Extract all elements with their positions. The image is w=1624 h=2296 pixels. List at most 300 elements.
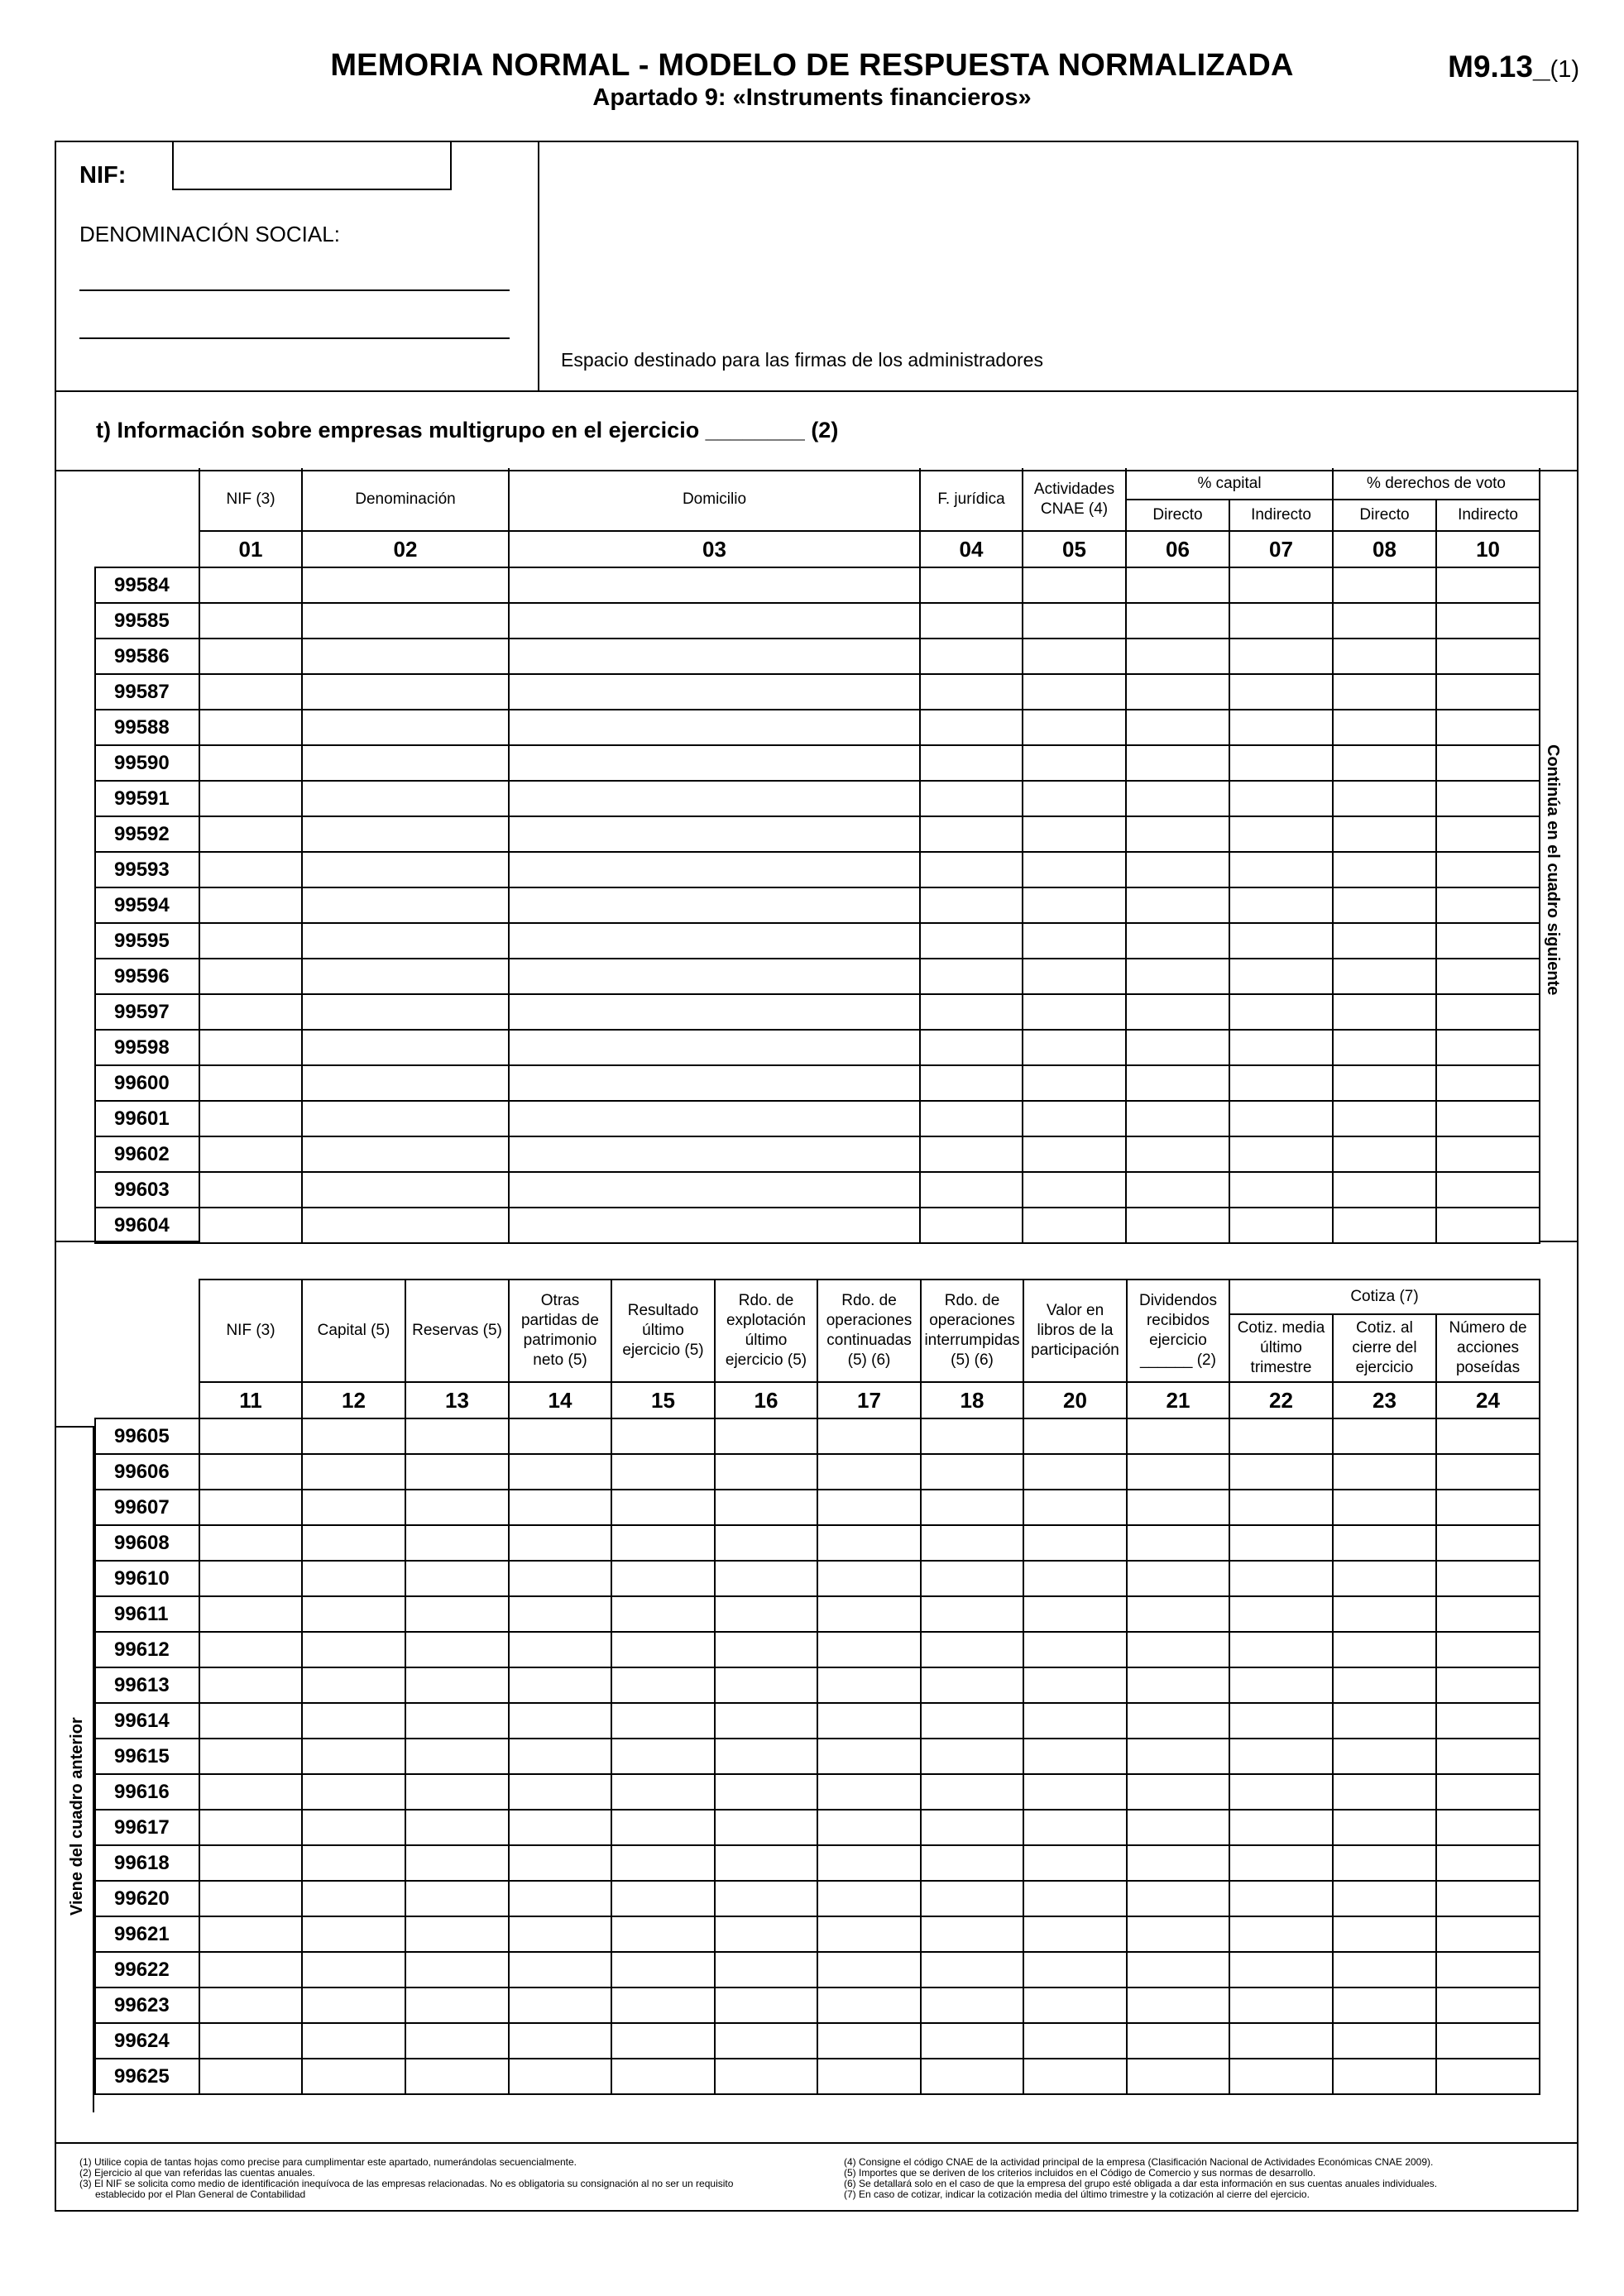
input-cell[interactable] bbox=[302, 1418, 405, 1454]
input-cell[interactable] bbox=[1126, 1208, 1229, 1243]
input-cell[interactable] bbox=[611, 1774, 715, 1810]
input-cell[interactable] bbox=[199, 852, 302, 887]
input-cell[interactable] bbox=[1023, 1667, 1127, 1703]
input-cell[interactable] bbox=[1023, 923, 1126, 959]
input-cell[interactable] bbox=[1436, 639, 1540, 674]
input-cell[interactable] bbox=[302, 781, 509, 816]
input-cell[interactable] bbox=[1436, 567, 1540, 603]
input-cell[interactable] bbox=[302, 1172, 509, 1208]
input-cell[interactable] bbox=[302, 887, 509, 923]
input-cell[interactable] bbox=[920, 923, 1023, 959]
input-cell[interactable] bbox=[1126, 567, 1229, 603]
input-cell[interactable] bbox=[920, 887, 1023, 923]
input-cell[interactable] bbox=[1229, 959, 1333, 994]
input-cell[interactable] bbox=[1436, 2023, 1540, 2059]
input-cell[interactable] bbox=[1126, 710, 1229, 745]
input-cell[interactable] bbox=[611, 1561, 715, 1596]
input-cell[interactable] bbox=[921, 2059, 1023, 2094]
input-cell[interactable] bbox=[1229, 1418, 1333, 1454]
input-cell[interactable] bbox=[509, 1810, 611, 1845]
input-cell[interactable] bbox=[1333, 1172, 1436, 1208]
input-cell[interactable] bbox=[509, 1172, 920, 1208]
input-cell[interactable] bbox=[302, 1774, 405, 1810]
input-cell[interactable] bbox=[302, 1490, 405, 1525]
input-cell[interactable] bbox=[1126, 1172, 1229, 1208]
input-cell[interactable] bbox=[921, 1810, 1023, 1845]
input-cell[interactable] bbox=[715, 2023, 817, 2059]
input-cell[interactable] bbox=[1436, 1703, 1540, 1739]
input-cell[interactable] bbox=[509, 1596, 611, 1632]
input-cell[interactable] bbox=[920, 781, 1023, 816]
input-cell[interactable] bbox=[1023, 1030, 1126, 1065]
input-cell[interactable] bbox=[509, 674, 920, 710]
input-cell[interactable] bbox=[1023, 959, 1126, 994]
input-cell[interactable] bbox=[199, 1845, 302, 1881]
input-cell[interactable] bbox=[817, 1845, 921, 1881]
input-cell[interactable] bbox=[199, 1916, 302, 1952]
input-cell[interactable] bbox=[509, 852, 920, 887]
input-cell[interactable] bbox=[1126, 923, 1229, 959]
input-cell[interactable] bbox=[1436, 1418, 1540, 1454]
input-cell[interactable] bbox=[715, 1845, 817, 1881]
input-cell[interactable] bbox=[920, 1136, 1023, 1172]
input-cell[interactable] bbox=[1333, 2023, 1436, 2059]
input-cell[interactable] bbox=[199, 1987, 302, 2023]
input-cell[interactable] bbox=[1333, 1030, 1436, 1065]
input-cell[interactable] bbox=[1126, 1101, 1229, 1136]
input-cell[interactable] bbox=[1436, 816, 1540, 852]
input-cell[interactable] bbox=[405, 1525, 509, 1561]
input-cell[interactable] bbox=[302, 674, 509, 710]
input-cell[interactable] bbox=[509, 1667, 611, 1703]
input-cell[interactable] bbox=[1229, 639, 1333, 674]
input-cell[interactable] bbox=[817, 1632, 921, 1667]
input-cell[interactable] bbox=[1333, 567, 1436, 603]
input-cell[interactable] bbox=[921, 1739, 1023, 1774]
input-cell[interactable] bbox=[302, 2023, 405, 2059]
input-cell[interactable] bbox=[1436, 2059, 1540, 2094]
input-cell[interactable] bbox=[509, 1881, 611, 1916]
input-cell[interactable] bbox=[1127, 1667, 1229, 1703]
input-cell[interactable] bbox=[509, 994, 920, 1030]
input-cell[interactable] bbox=[1229, 923, 1333, 959]
input-cell[interactable] bbox=[715, 1987, 817, 2023]
input-cell[interactable] bbox=[509, 887, 920, 923]
input-cell[interactable] bbox=[1229, 2023, 1333, 2059]
input-cell[interactable] bbox=[1127, 1703, 1229, 1739]
input-cell[interactable] bbox=[1023, 1418, 1127, 1454]
input-cell[interactable] bbox=[1127, 1525, 1229, 1561]
input-cell[interactable] bbox=[199, 887, 302, 923]
input-cell[interactable] bbox=[405, 1667, 509, 1703]
input-cell[interactable] bbox=[405, 2023, 509, 2059]
input-cell[interactable] bbox=[921, 2023, 1023, 2059]
input-cell[interactable] bbox=[1229, 1030, 1333, 1065]
input-cell[interactable] bbox=[302, 1952, 405, 1987]
input-cell[interactable] bbox=[1436, 1987, 1540, 2023]
input-cell[interactable] bbox=[1126, 994, 1229, 1030]
input-cell[interactable] bbox=[199, 816, 302, 852]
input-cell[interactable] bbox=[509, 1987, 611, 2023]
input-cell[interactable] bbox=[1127, 1952, 1229, 1987]
input-cell[interactable] bbox=[1436, 1454, 1540, 1490]
input-cell[interactable] bbox=[1229, 603, 1333, 639]
input-cell[interactable] bbox=[199, 1172, 302, 1208]
input-cell[interactable] bbox=[920, 639, 1023, 674]
input-cell[interactable] bbox=[199, 1667, 302, 1703]
input-cell[interactable] bbox=[920, 567, 1023, 603]
input-cell[interactable] bbox=[509, 567, 920, 603]
input-cell[interactable] bbox=[1229, 567, 1333, 603]
input-cell[interactable] bbox=[302, 1703, 405, 1739]
input-cell[interactable] bbox=[1229, 674, 1333, 710]
input-cell[interactable] bbox=[1333, 674, 1436, 710]
input-cell[interactable] bbox=[920, 674, 1023, 710]
input-cell[interactable] bbox=[509, 710, 920, 745]
input-cell[interactable] bbox=[1333, 887, 1436, 923]
input-cell[interactable] bbox=[199, 2023, 302, 2059]
input-cell[interactable] bbox=[921, 1525, 1023, 1561]
input-cell[interactable] bbox=[1229, 1667, 1333, 1703]
input-cell[interactable] bbox=[199, 781, 302, 816]
input-cell[interactable] bbox=[199, 1881, 302, 1916]
input-cell[interactable] bbox=[302, 923, 509, 959]
input-cell[interactable] bbox=[611, 1987, 715, 2023]
input-cell[interactable] bbox=[1126, 603, 1229, 639]
input-cell[interactable] bbox=[302, 959, 509, 994]
input-cell[interactable] bbox=[1436, 1632, 1540, 1667]
input-cell[interactable] bbox=[1229, 1136, 1333, 1172]
input-cell[interactable] bbox=[302, 1065, 509, 1101]
input-cell[interactable] bbox=[1229, 1774, 1333, 1810]
input-cell[interactable] bbox=[199, 1065, 302, 1101]
input-cell[interactable] bbox=[1127, 1774, 1229, 1810]
input-cell[interactable] bbox=[920, 816, 1023, 852]
input-cell[interactable] bbox=[1127, 1845, 1229, 1881]
input-cell[interactable] bbox=[1436, 603, 1540, 639]
input-cell[interactable] bbox=[1436, 781, 1540, 816]
input-cell[interactable] bbox=[1229, 1952, 1333, 1987]
input-cell[interactable] bbox=[509, 1136, 920, 1172]
input-cell[interactable] bbox=[1229, 1881, 1333, 1916]
input-cell[interactable] bbox=[1333, 1952, 1436, 1987]
input-cell[interactable] bbox=[1436, 1739, 1540, 1774]
input-cell[interactable] bbox=[1126, 745, 1229, 781]
input-cell[interactable] bbox=[920, 1101, 1023, 1136]
input-cell[interactable] bbox=[817, 1667, 921, 1703]
input-cell[interactable] bbox=[1023, 567, 1126, 603]
input-cell[interactable] bbox=[1333, 603, 1436, 639]
input-cell[interactable] bbox=[1023, 1881, 1127, 1916]
input-cell[interactable] bbox=[817, 1810, 921, 1845]
input-cell[interactable] bbox=[715, 1454, 817, 1490]
input-cell[interactable] bbox=[1023, 1490, 1127, 1525]
nif-field[interactable] bbox=[172, 141, 452, 190]
input-cell[interactable] bbox=[1333, 1987, 1436, 2023]
input-cell[interactable] bbox=[1333, 852, 1436, 887]
input-cell[interactable] bbox=[715, 1596, 817, 1632]
input-cell[interactable] bbox=[405, 1418, 509, 1454]
input-cell[interactable] bbox=[1436, 1774, 1540, 1810]
input-cell[interactable] bbox=[921, 1561, 1023, 1596]
input-cell[interactable] bbox=[1333, 816, 1436, 852]
input-cell[interactable] bbox=[302, 1101, 509, 1136]
input-cell[interactable] bbox=[920, 852, 1023, 887]
input-cell[interactable] bbox=[1126, 674, 1229, 710]
input-cell[interactable] bbox=[302, 1030, 509, 1065]
input-cell[interactable] bbox=[302, 1881, 405, 1916]
input-cell[interactable] bbox=[921, 1987, 1023, 2023]
input-cell[interactable] bbox=[1436, 1525, 1540, 1561]
input-cell[interactable] bbox=[1436, 674, 1540, 710]
input-cell[interactable] bbox=[302, 639, 509, 674]
input-cell[interactable] bbox=[1436, 1952, 1540, 1987]
input-cell[interactable] bbox=[1023, 2059, 1127, 2094]
input-cell[interactable] bbox=[1126, 639, 1229, 674]
input-cell[interactable] bbox=[302, 1632, 405, 1667]
input-cell[interactable] bbox=[920, 1208, 1023, 1243]
input-cell[interactable] bbox=[1023, 1739, 1127, 1774]
input-cell[interactable] bbox=[199, 1208, 302, 1243]
input-cell[interactable] bbox=[611, 1596, 715, 1632]
input-cell[interactable] bbox=[302, 567, 509, 603]
input-cell[interactable] bbox=[1023, 1208, 1126, 1243]
input-cell[interactable] bbox=[1023, 1172, 1126, 1208]
input-cell[interactable] bbox=[1229, 1987, 1333, 2023]
input-cell[interactable] bbox=[920, 1065, 1023, 1101]
input-cell[interactable] bbox=[611, 1881, 715, 1916]
input-cell[interactable] bbox=[199, 1632, 302, 1667]
input-cell[interactable] bbox=[1333, 1208, 1436, 1243]
input-cell[interactable] bbox=[1023, 1525, 1127, 1561]
input-cell[interactable] bbox=[715, 1418, 817, 1454]
input-cell[interactable] bbox=[1229, 1172, 1333, 1208]
input-cell[interactable] bbox=[1436, 745, 1540, 781]
input-cell[interactable] bbox=[1436, 1667, 1540, 1703]
input-cell[interactable] bbox=[1127, 1739, 1229, 1774]
input-cell[interactable] bbox=[921, 1774, 1023, 1810]
input-cell[interactable] bbox=[302, 1810, 405, 1845]
input-cell[interactable] bbox=[1229, 1065, 1333, 1101]
input-cell[interactable] bbox=[509, 1418, 611, 1454]
input-cell[interactable] bbox=[405, 1987, 509, 2023]
input-cell[interactable] bbox=[1436, 887, 1540, 923]
input-cell[interactable] bbox=[921, 1916, 1023, 1952]
input-cell[interactable] bbox=[302, 1454, 405, 1490]
input-cell[interactable] bbox=[199, 1418, 302, 1454]
input-cell[interactable] bbox=[199, 710, 302, 745]
input-cell[interactable] bbox=[509, 1065, 920, 1101]
input-cell[interactable] bbox=[1333, 1561, 1436, 1596]
input-cell[interactable] bbox=[1436, 1810, 1540, 1845]
input-cell[interactable] bbox=[199, 923, 302, 959]
input-cell[interactable] bbox=[509, 1952, 611, 1987]
denomination-line-1[interactable] bbox=[79, 289, 510, 291]
input-cell[interactable] bbox=[1023, 1774, 1127, 1810]
input-cell[interactable] bbox=[611, 1525, 715, 1561]
input-cell[interactable] bbox=[715, 1525, 817, 1561]
input-cell[interactable] bbox=[199, 1525, 302, 1561]
input-cell[interactable] bbox=[509, 1525, 611, 1561]
input-cell[interactable] bbox=[405, 1881, 509, 1916]
input-cell[interactable] bbox=[611, 1667, 715, 1703]
input-cell[interactable] bbox=[1023, 1632, 1127, 1667]
input-cell[interactable] bbox=[1229, 1101, 1333, 1136]
input-cell[interactable] bbox=[302, 994, 509, 1030]
denomination-line-2[interactable] bbox=[79, 337, 510, 339]
input-cell[interactable] bbox=[1023, 1845, 1127, 1881]
input-cell[interactable] bbox=[1127, 1632, 1229, 1667]
input-cell[interactable] bbox=[1023, 1703, 1127, 1739]
input-cell[interactable] bbox=[1023, 1596, 1127, 1632]
input-cell[interactable] bbox=[302, 710, 509, 745]
input-cell[interactable] bbox=[1436, 923, 1540, 959]
input-cell[interactable] bbox=[715, 1490, 817, 1525]
input-cell[interactable] bbox=[1333, 1136, 1436, 1172]
input-cell[interactable] bbox=[509, 816, 920, 852]
input-cell[interactable] bbox=[920, 1030, 1023, 1065]
input-cell[interactable] bbox=[817, 1916, 921, 1952]
input-cell[interactable] bbox=[302, 1845, 405, 1881]
input-cell[interactable] bbox=[405, 1561, 509, 1596]
input-cell[interactable] bbox=[1127, 1596, 1229, 1632]
input-cell[interactable] bbox=[1333, 639, 1436, 674]
input-cell[interactable] bbox=[302, 1136, 509, 1172]
input-cell[interactable] bbox=[405, 1739, 509, 1774]
input-cell[interactable] bbox=[1229, 1845, 1333, 1881]
input-cell[interactable] bbox=[611, 1845, 715, 1881]
input-cell[interactable] bbox=[817, 2023, 921, 2059]
input-cell[interactable] bbox=[1436, 1136, 1540, 1172]
input-cell[interactable] bbox=[1436, 1916, 1540, 1952]
input-cell[interactable] bbox=[1023, 1952, 1127, 1987]
input-cell[interactable] bbox=[302, 1667, 405, 1703]
input-cell[interactable] bbox=[1333, 1418, 1436, 1454]
input-cell[interactable] bbox=[1127, 1561, 1229, 1596]
input-cell[interactable] bbox=[199, 1136, 302, 1172]
input-cell[interactable] bbox=[199, 639, 302, 674]
input-cell[interactable] bbox=[1436, 1561, 1540, 1596]
input-cell[interactable] bbox=[1333, 1881, 1436, 1916]
input-cell[interactable] bbox=[1333, 1490, 1436, 1525]
input-cell[interactable] bbox=[715, 1632, 817, 1667]
input-cell[interactable] bbox=[1229, 781, 1333, 816]
input-cell[interactable] bbox=[1229, 1703, 1333, 1739]
input-cell[interactable] bbox=[1333, 1632, 1436, 1667]
input-cell[interactable] bbox=[1126, 781, 1229, 816]
input-cell[interactable] bbox=[1126, 1030, 1229, 1065]
input-cell[interactable] bbox=[1229, 1490, 1333, 1525]
input-cell[interactable] bbox=[302, 852, 509, 887]
input-cell[interactable] bbox=[302, 1739, 405, 1774]
input-cell[interactable] bbox=[715, 1881, 817, 1916]
input-cell[interactable] bbox=[817, 1739, 921, 1774]
input-cell[interactable] bbox=[817, 1490, 921, 1525]
input-cell[interactable] bbox=[405, 2059, 509, 2094]
input-cell[interactable] bbox=[199, 1030, 302, 1065]
input-cell[interactable] bbox=[1436, 1172, 1540, 1208]
input-cell[interactable] bbox=[1127, 1418, 1229, 1454]
input-cell[interactable] bbox=[405, 1703, 509, 1739]
input-cell[interactable] bbox=[920, 1172, 1023, 1208]
input-cell[interactable] bbox=[509, 1703, 611, 1739]
input-cell[interactable] bbox=[1436, 1030, 1540, 1065]
input-cell[interactable] bbox=[715, 1952, 817, 1987]
input-cell[interactable] bbox=[509, 1101, 920, 1136]
input-cell[interactable] bbox=[302, 745, 509, 781]
input-cell[interactable] bbox=[1333, 1703, 1436, 1739]
input-cell[interactable] bbox=[611, 1916, 715, 1952]
input-cell[interactable] bbox=[1333, 1774, 1436, 1810]
input-cell[interactable] bbox=[715, 1739, 817, 1774]
input-cell[interactable] bbox=[302, 1596, 405, 1632]
input-cell[interactable] bbox=[1333, 994, 1436, 1030]
input-cell[interactable] bbox=[1127, 1810, 1229, 1845]
input-cell[interactable] bbox=[199, 1952, 302, 1987]
input-cell[interactable] bbox=[921, 1454, 1023, 1490]
input-cell[interactable] bbox=[921, 1632, 1023, 1667]
input-cell[interactable] bbox=[1126, 852, 1229, 887]
input-cell[interactable] bbox=[1229, 1596, 1333, 1632]
input-cell[interactable] bbox=[1333, 2059, 1436, 2094]
input-cell[interactable] bbox=[509, 603, 920, 639]
input-cell[interactable] bbox=[817, 1987, 921, 2023]
input-cell[interactable] bbox=[611, 2023, 715, 2059]
input-cell[interactable] bbox=[921, 1952, 1023, 1987]
input-cell[interactable] bbox=[611, 1739, 715, 1774]
input-cell[interactable] bbox=[1333, 1596, 1436, 1632]
input-cell[interactable] bbox=[1229, 1454, 1333, 1490]
input-cell[interactable] bbox=[1436, 1101, 1540, 1136]
input-cell[interactable] bbox=[1023, 1561, 1127, 1596]
input-cell[interactable] bbox=[921, 1596, 1023, 1632]
input-cell[interactable] bbox=[817, 1774, 921, 1810]
input-cell[interactable] bbox=[509, 1208, 920, 1243]
input-cell[interactable] bbox=[405, 1454, 509, 1490]
input-cell[interactable] bbox=[1333, 1454, 1436, 1490]
input-cell[interactable] bbox=[1436, 1845, 1540, 1881]
input-cell[interactable] bbox=[509, 1454, 611, 1490]
input-cell[interactable] bbox=[1023, 816, 1126, 852]
input-cell[interactable] bbox=[921, 1667, 1023, 1703]
input-cell[interactable] bbox=[1229, 852, 1333, 887]
input-cell[interactable] bbox=[1229, 887, 1333, 923]
input-cell[interactable] bbox=[302, 2059, 405, 2094]
input-cell[interactable] bbox=[715, 2059, 817, 2094]
input-cell[interactable] bbox=[199, 2059, 302, 2094]
input-cell[interactable] bbox=[1229, 710, 1333, 745]
input-cell[interactable] bbox=[509, 745, 920, 781]
input-cell[interactable] bbox=[1333, 923, 1436, 959]
input-cell[interactable] bbox=[1333, 1525, 1436, 1561]
input-cell[interactable] bbox=[405, 1490, 509, 1525]
input-cell[interactable] bbox=[817, 1418, 921, 1454]
input-cell[interactable] bbox=[405, 1632, 509, 1667]
input-cell[interactable] bbox=[1127, 1987, 1229, 2023]
input-cell[interactable] bbox=[921, 1845, 1023, 1881]
input-cell[interactable] bbox=[1127, 2023, 1229, 2059]
input-cell[interactable] bbox=[611, 1952, 715, 1987]
input-cell[interactable] bbox=[1023, 1101, 1126, 1136]
input-cell[interactable] bbox=[611, 1703, 715, 1739]
input-cell[interactable] bbox=[1436, 710, 1540, 745]
input-cell[interactable] bbox=[509, 923, 920, 959]
input-cell[interactable] bbox=[1229, 1632, 1333, 1667]
input-cell[interactable] bbox=[1127, 2059, 1229, 2094]
input-cell[interactable] bbox=[1127, 1916, 1229, 1952]
input-cell[interactable] bbox=[1126, 887, 1229, 923]
input-cell[interactable] bbox=[1229, 816, 1333, 852]
